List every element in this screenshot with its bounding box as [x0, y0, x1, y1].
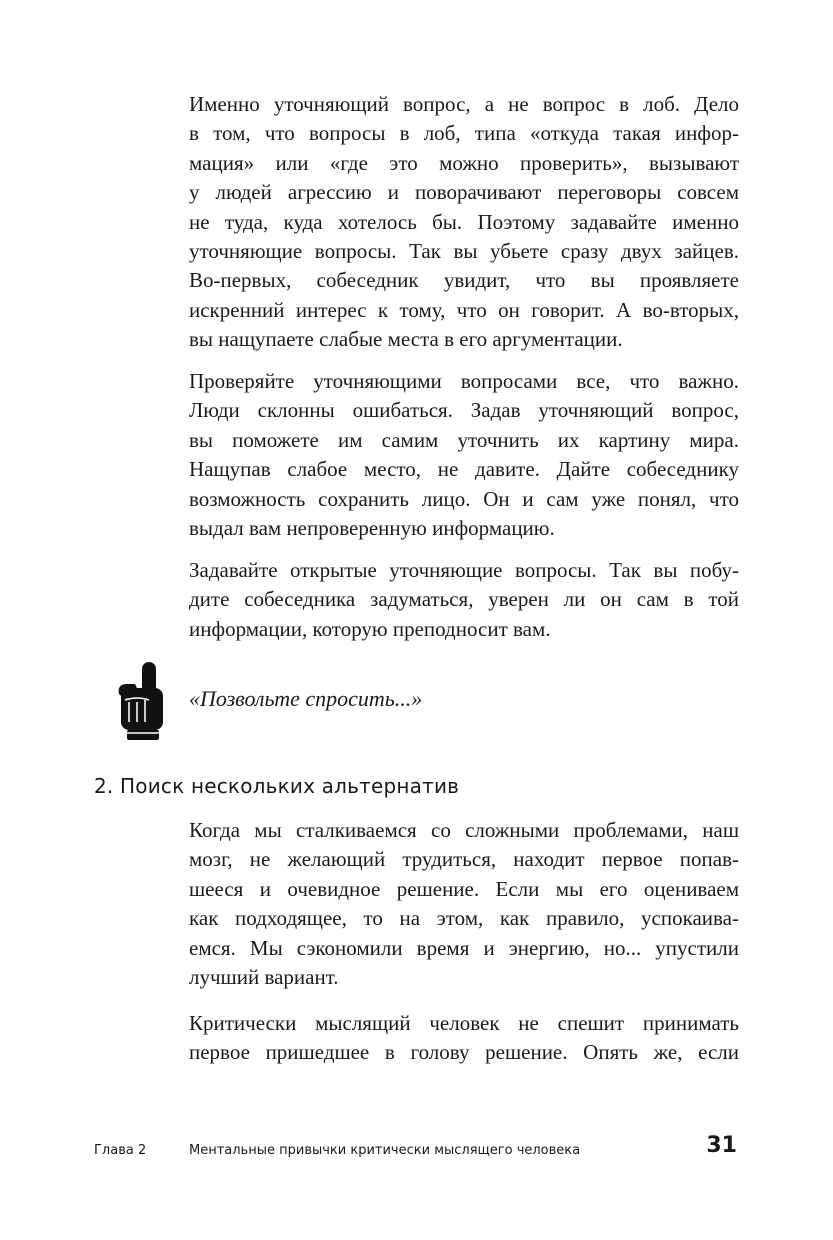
page-number: 31 — [706, 1133, 737, 1158]
text-line: первое пришедшее в голову решение. Опять же, если — [189, 1040, 739, 1065]
text-line: возможность сохранить лицо. Он и сам уже понял, что — [189, 486, 739, 511]
text-line: Именно уточняющий вопрос, а не вопрос в лоб. Дело — [189, 92, 739, 116]
text-line: мозг, не желающий трудиться, находит первое попав- — [189, 847, 739, 872]
text-line: вы поможете им самим уточнить их картину мира. — [189, 427, 739, 452]
text-line: Нащупав слабое место, не давите. Дайте собеседнику — [189, 457, 739, 482]
text-line: уточняющие вопросы. Так вы убьете сразу двух зайцев. — [189, 238, 739, 263]
pointing-finger-icon — [115, 660, 167, 742]
text-line: как подходящее, то на этом, как правило, успокаива- — [189, 906, 739, 931]
paragraph — [189, 90, 739, 355]
text-line: Задавайте открытые уточняющие вопросы. Так вы побу- — [189, 558, 739, 582]
section-heading: 2. Поиск нескольких альтернатив — [94, 774, 460, 798]
paragraph — [189, 816, 739, 992]
text-line: емся. Мы сэкономили время и энергию, но... упустили — [189, 935, 739, 960]
text-line: мация» или «где это можно проверить», вызывают — [189, 150, 739, 175]
text-line: шееся и очевидное решение. Если мы его оцениваем — [189, 876, 739, 901]
text-line: лучший вариант. — [189, 964, 339, 989]
text-line: вы нащупаете слабые места в его аргументации. — [189, 327, 623, 352]
text-line: информации, которую преподносит вам. — [189, 616, 551, 641]
paragraph — [189, 556, 739, 644]
text-line: выдал вам непроверенную информацию. — [189, 515, 555, 540]
paragraph — [189, 1009, 739, 1068]
text-line: в том, что вопросы в лоб, типа «откуда такая инфор- — [189, 121, 739, 146]
footer-chapter-label: Глава 2 — [94, 1143, 147, 1158]
text-line: искренний интерес к тому, что он говорит. А во-вторых, — [189, 297, 739, 322]
text-line: Проверяйте уточняющими вопросами все, что важно. — [189, 369, 739, 393]
text-line: Критически мыслящий человек не спешит принимать — [189, 1011, 739, 1035]
text-line: у людей агрессию и поворачивают переговоры совсем — [189, 180, 739, 205]
text-line: Люди склонны ошибаться. Задав уточняющий вопрос, — [189, 398, 739, 423]
quote-text: «Позвольте спросить...» — [189, 686, 423, 711]
text-line: дите собеседника задуматься, уверен ли он сам в той — [189, 587, 739, 612]
paragraph — [189, 367, 739, 543]
text-line: не туда, куда хотелось бы. Поэтому задавайте именно — [189, 209, 739, 234]
text-line: Во-первых, собеседник увидит, что вы проявляете — [189, 268, 739, 293]
footer-running-title: Ментальные привычки критически мыслящего человека — [189, 1143, 581, 1158]
text-line: Когда мы сталкиваемся со сложными проблемами, наш — [189, 818, 739, 842]
